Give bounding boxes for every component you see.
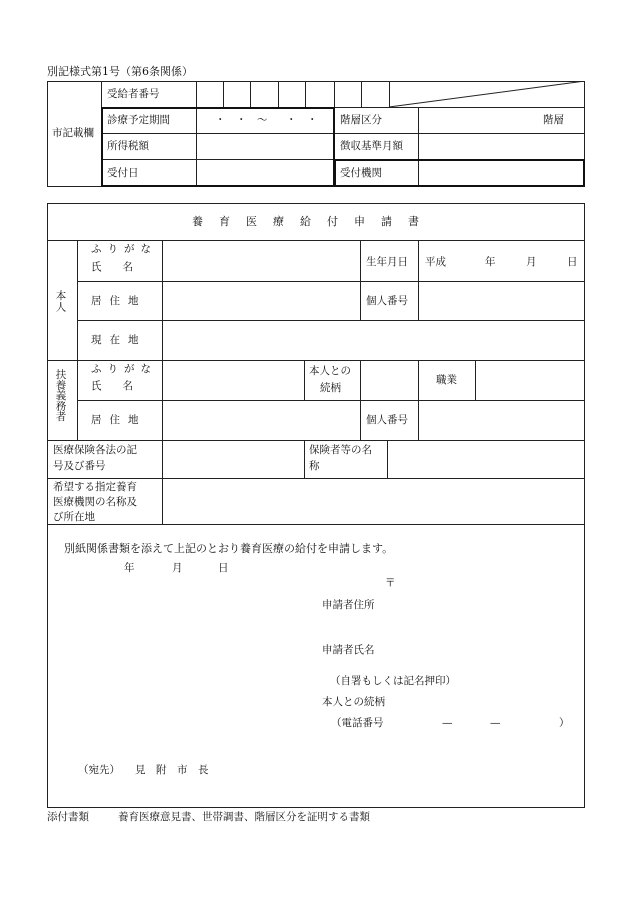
- tier-label: 階層区分: [340, 114, 382, 126]
- phone-label: （電話番号: [331, 717, 384, 729]
- current-address-label: 現在地: [91, 334, 147, 346]
- recipient-number-label: 受給者番号: [107, 88, 160, 100]
- birth-date-label: 生年月日: [366, 256, 408, 268]
- insurer-line2: 称: [309, 460, 320, 472]
- date-year: 年: [124, 562, 135, 574]
- phone-dash-1: —: [442, 717, 453, 729]
- applicant-address-label: 申請者住所: [322, 599, 375, 611]
- month-label: 月: [526, 256, 537, 268]
- relationship-label-line1: 本人との: [309, 365, 351, 377]
- hospital-line1: 希望する指定養育: [53, 481, 137, 493]
- era-label: 平成: [425, 256, 446, 268]
- reception-office-label: 受付機関: [340, 167, 382, 179]
- addressee-prefix: （宛先）: [78, 764, 120, 776]
- guardian-address-label: 居住地: [91, 414, 147, 426]
- office-use-label: 市記載欄: [52, 127, 94, 139]
- phone-close: ）: [559, 717, 570, 729]
- year-label: 年: [485, 256, 496, 268]
- addressee: 見 附 市 長: [135, 764, 209, 776]
- phone-dash-2: —: [490, 717, 501, 729]
- diagonal-strike: [389, 81, 585, 107]
- attachments-content: 養育医療意見書、世帯調書、階層区分を証明する書類: [118, 811, 370, 823]
- insurance-law-line1: 医療保険各法の記: [53, 444, 137, 456]
- declaration-statement: 別紙関係書類を添えて上記のとおり養育医療の給付を申請します。: [64, 542, 394, 555]
- form-title: 養育医療給付申請書: [192, 215, 435, 228]
- date-month: 月: [172, 562, 183, 574]
- hospital-line3: び所在地: [53, 511, 95, 523]
- attachments-label: 添付書類: [47, 811, 89, 823]
- treatment-period-label: 診療予定期間: [107, 114, 170, 126]
- guardian-furigana-label: ふりがな: [91, 363, 157, 375]
- period-end-dots: ・ ・: [286, 114, 318, 126]
- insurance-law-line2: 号及び番号: [53, 460, 106, 472]
- date-day: 日: [218, 562, 229, 574]
- period-start-dots: ・ ・ 〜: [215, 114, 268, 126]
- insurer-line1: 保険者等の名: [309, 444, 372, 456]
- postal-mark: 〒: [385, 577, 396, 589]
- guardian-my-number-label: 個人番号: [366, 414, 408, 426]
- my-number-label: 個人番号: [366, 295, 408, 307]
- monthly-base-label: 徴収基準月額: [340, 140, 403, 152]
- occupation-label: 職業: [436, 374, 457, 386]
- hospital-line2: 医療機関の名称及: [53, 496, 137, 508]
- applicant-name-label: 申請者氏名: [322, 644, 375, 656]
- day-label: 日: [567, 256, 578, 268]
- signature-note: （自署もしくは記名押印）: [330, 675, 456, 687]
- name-label: 氏 名: [91, 261, 133, 273]
- address-label: 居住地: [91, 295, 147, 307]
- furigana-label: ふりがな: [91, 243, 157, 255]
- received-date-label: 受付日: [107, 167, 139, 179]
- tier-unit: 階層: [543, 114, 564, 126]
- income-tax-label: 所得税額: [107, 140, 149, 152]
- guardian-section-label: 扶養義務者: [54, 369, 67, 422]
- guardian-name-label: 氏 名: [91, 380, 133, 392]
- person-section-label: 本人: [54, 290, 67, 313]
- relationship-field-label: 本人との続柄: [322, 696, 385, 708]
- form-number-note: 別記様式第1号（第6条関係）: [47, 65, 193, 78]
- relationship-label-line2: 続柄: [320, 382, 341, 394]
